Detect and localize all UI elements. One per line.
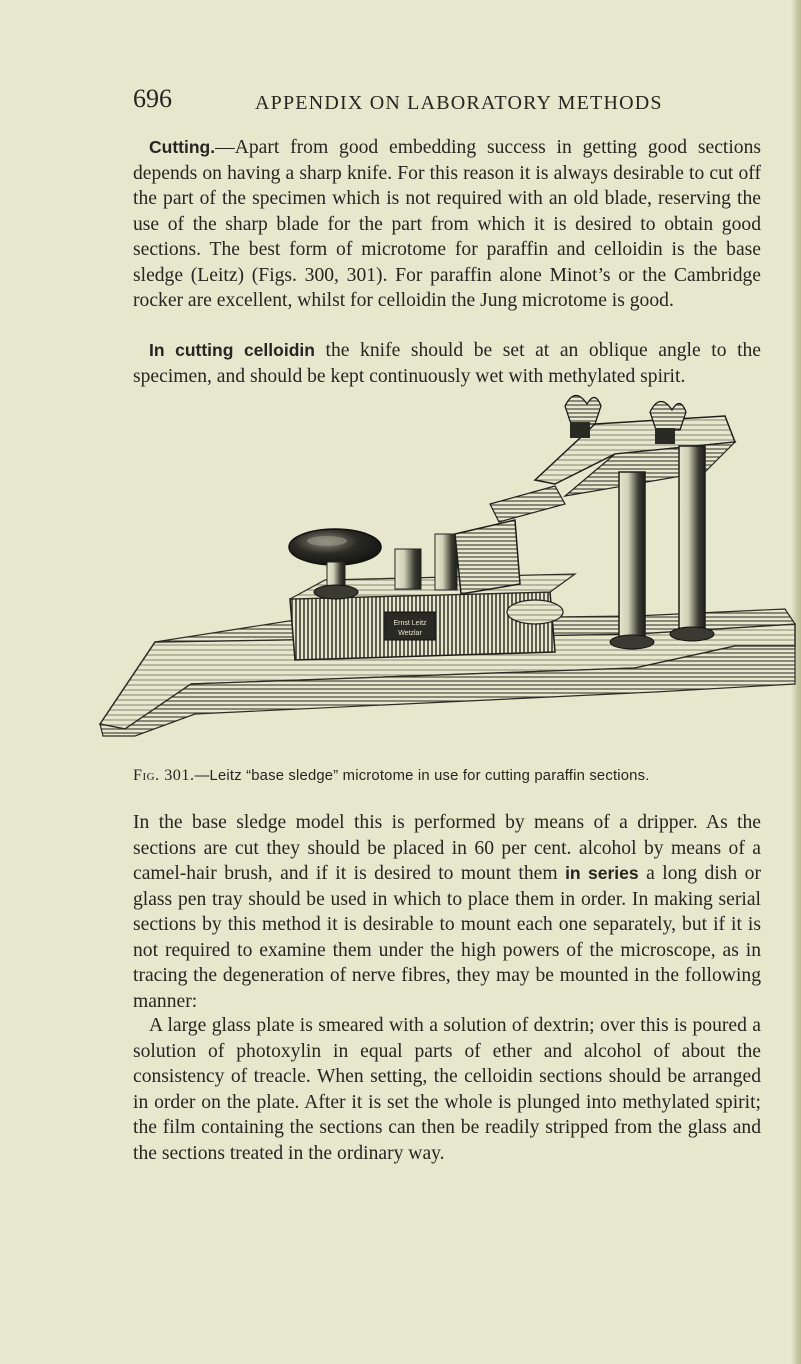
paragraph-lead-celloidin: In cutting celloidin — [149, 340, 315, 360]
figure-caption — [133, 766, 773, 785]
paragraph-emphasis-in-series: in series — [565, 863, 639, 883]
paragraph-glass-plate: A large glass plate is smeared with a solution of dextrin; over this is poured a solution of photoxylin in equal parts of ether and alcohol of about the consistency of treacle. When setting, the celloidin sections should be arranged in order on the plate. After it is set the whole is plunged into methylated spirit; the film containing the sections can then be readily stripped from the glass and the sections treated in the ordinary way. — [133, 1015, 761, 1164]
paragraph-cutting — [133, 135, 761, 314]
feed-knob — [289, 529, 381, 565]
knife-pillar-left — [619, 472, 645, 644]
paragraph-text: —Apart from good embedding success in getting good sections depends on having a sharp knife. For this reason it is always desirable to cut off the part of the specimen which is not required with an old blade, reserving the use of the sharp blade for the part from which it is desired to obtain good sections. The best form of microtome for paraffin and celloidin is the base sledge (Leitz) (Figs. 300, 301). For paraffin alone Minot’s or the Cambridge rocker are excellent, whilst for celloidin the Jung microtome is good. — [133, 137, 761, 311]
maker-plate-text: Ernst Leitz — [393, 620, 427, 627]
knife-pillar-right — [679, 446, 705, 634]
running-header — [133, 84, 753, 124]
page-number: 696 — [133, 84, 172, 113]
paragraph-lead-cutting: Cutting. — [149, 137, 216, 157]
paragraph-text: the knife should be set at an oblique angle to the specimen, and should be kept continuously wet with methylated spirit. — [133, 340, 762, 387]
paragraph-celloidin — [133, 338, 761, 389]
paragraph-text: In the base sledge model this is performed by means of a dripper. As the sections are cut they should be placed in 60 per cent. alcohol by means of a camel-hair brush, and if it is desired to mount them — [133, 812, 761, 884]
figure-caption-text: —Leitz “base sledge” microtome in use for cutting paraffin sections. — [194, 768, 650, 784]
running-title: APPENDIX ON LABORATORY METHODS — [255, 92, 663, 114]
svg-text:Wetzlar: Wetzlar — [398, 630, 422, 637]
paragraph-text: a long dish or glass pen tray should be used in which to place them in order. In making serial sections by this method it is desirable to mount each one separately, but if it is not required to examine them under the high powers of the microscope, as in tracing the degeneration of nerve fibres, they may be mounted in the following manner: — [133, 863, 761, 1012]
object-holder — [455, 520, 520, 594]
figure-301 — [95, 384, 801, 760]
figure-label: Fig. 301. — [133, 766, 195, 784]
paragraph-base-sledge — [133, 810, 761, 1014]
microtome-illustration-icon — [95, 384, 801, 760]
